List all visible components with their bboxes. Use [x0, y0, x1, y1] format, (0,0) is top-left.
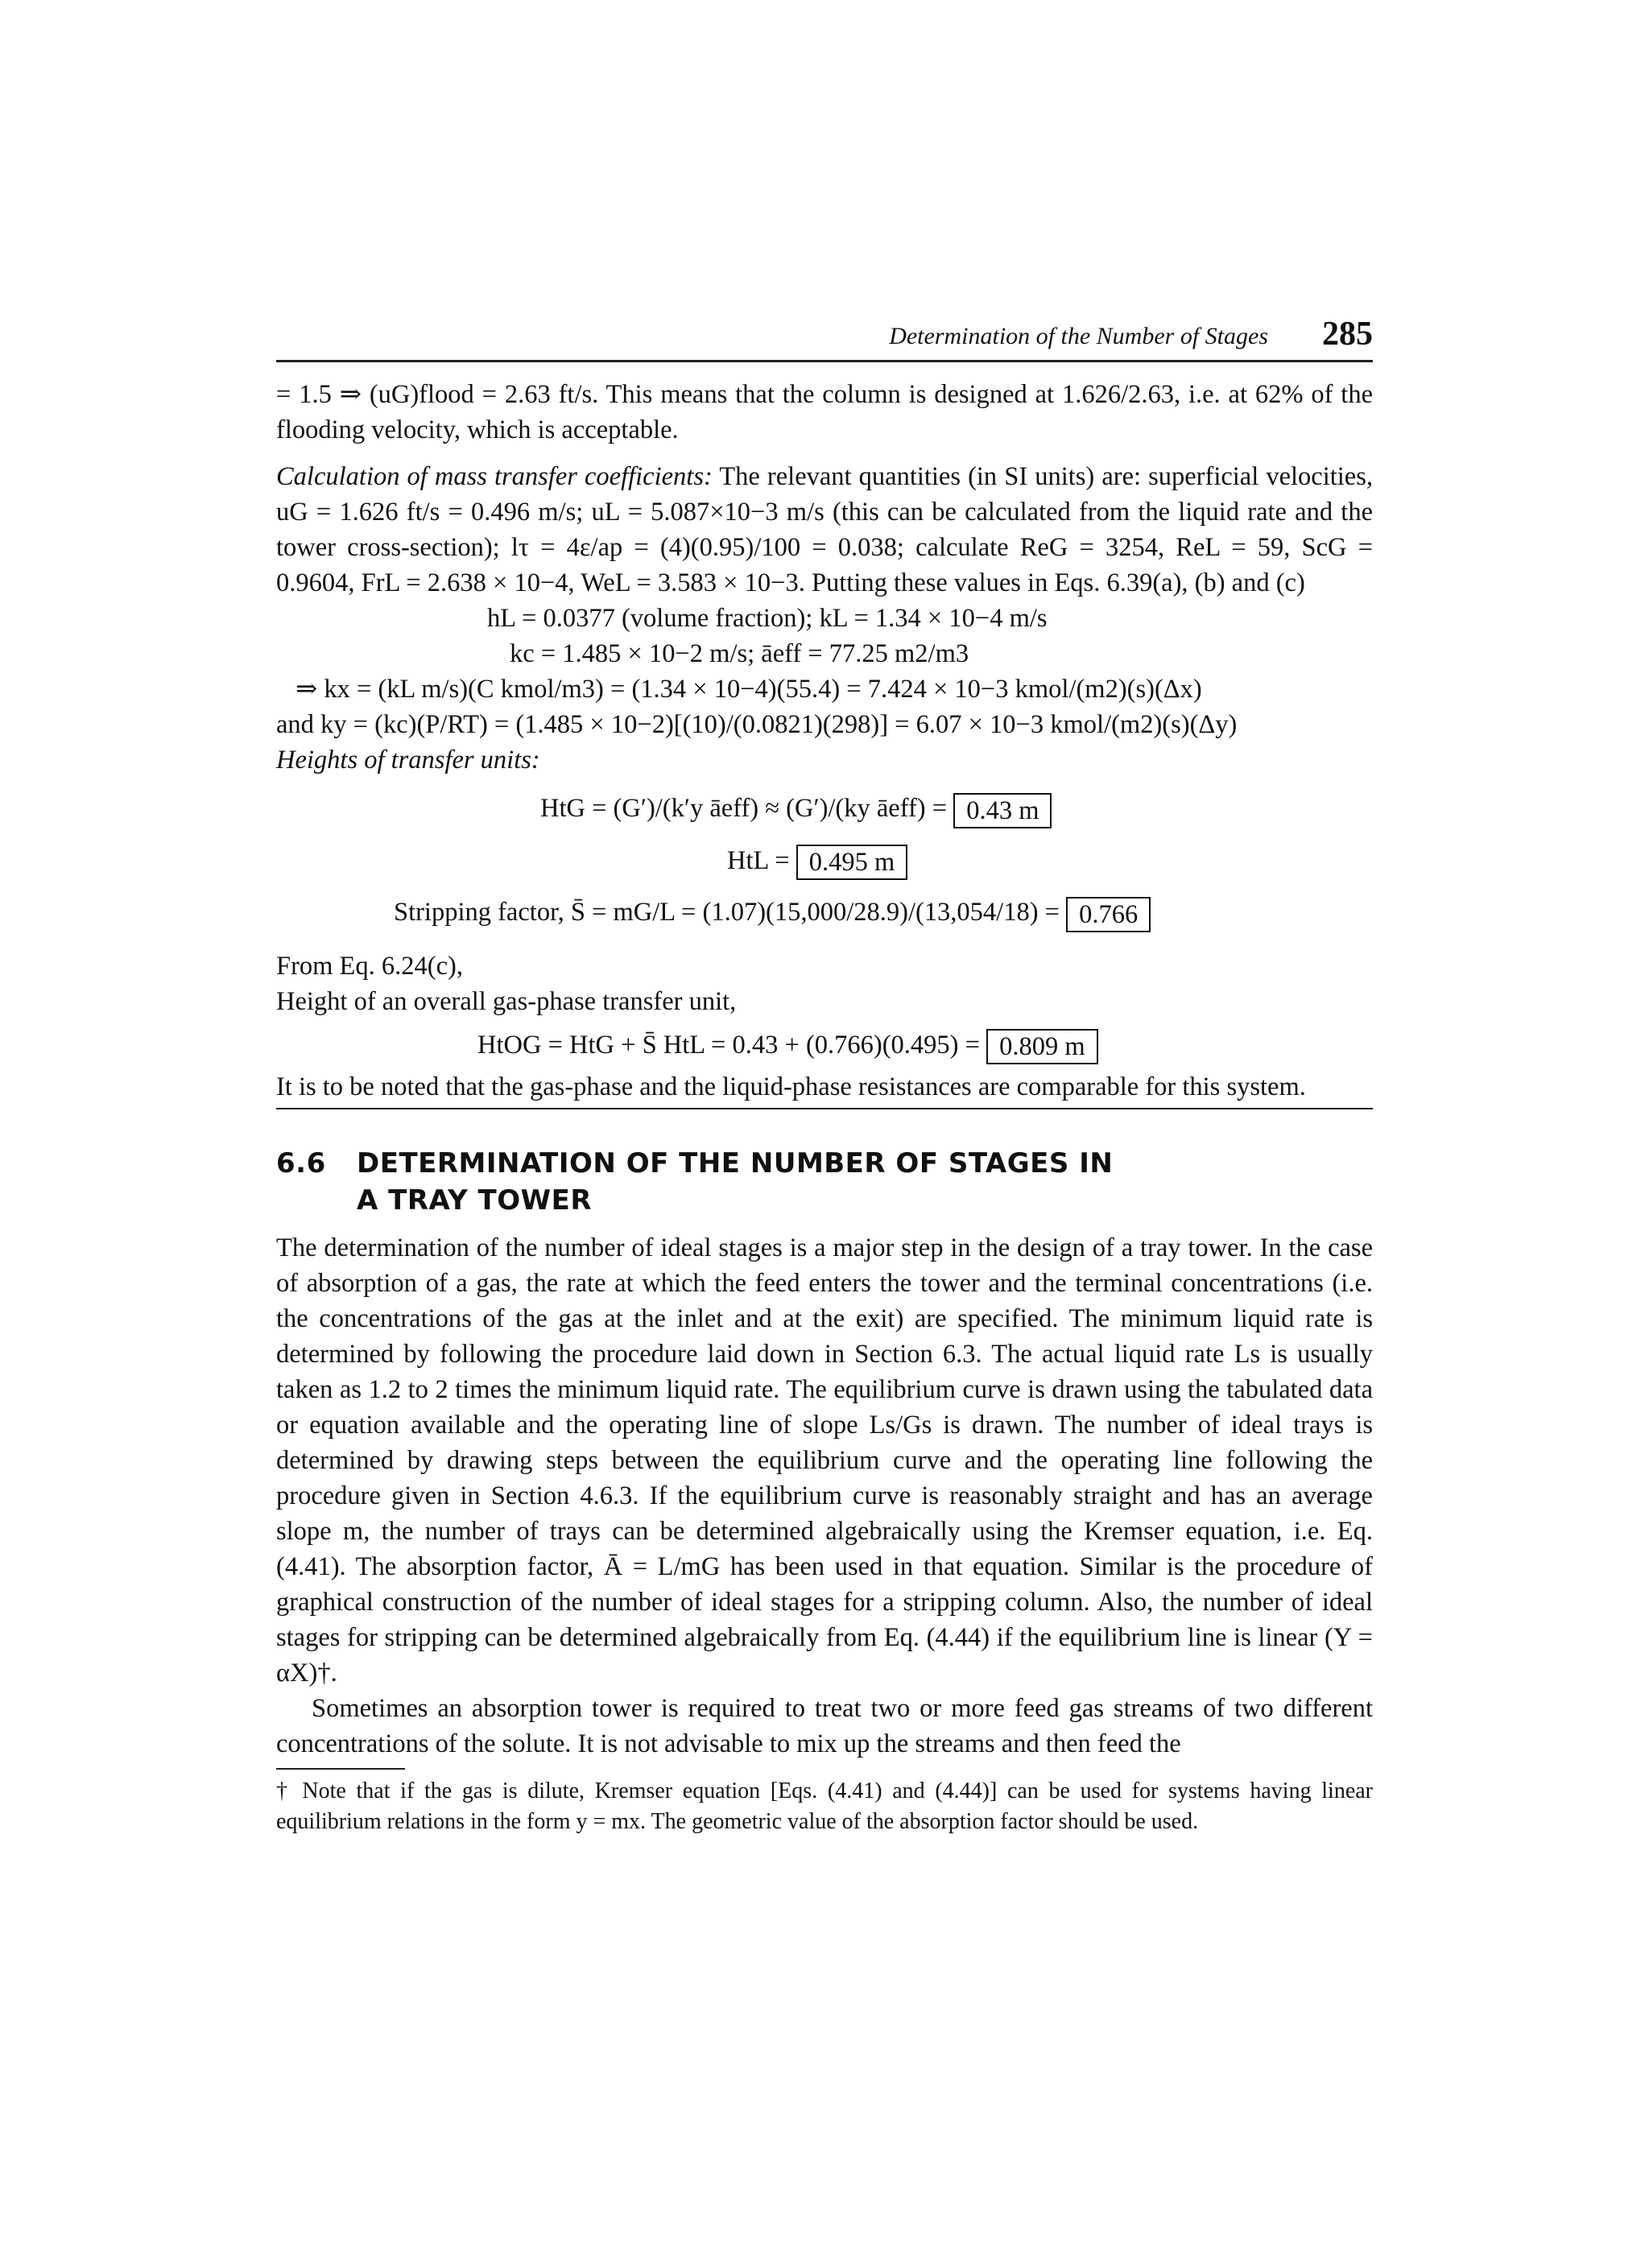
section-title-line2: A TRAY TOWER: [357, 1184, 593, 1217]
equation-hl-kl: hL = 0.0377 (volume fraction); kL = 1.34 × 10−4 m/s: [487, 604, 1048, 633]
section-divider: [276, 1108, 1373, 1109]
section-title-line1: DETERMINATION OF THE NUMBER OF STAGES IN: [357, 1147, 1114, 1180]
equation-stripping-factor: [276, 894, 1373, 932]
stripping-result: 0.766: [1066, 897, 1151, 932]
section-heading: [276, 1145, 1373, 1219]
equation-htl: [276, 843, 1373, 881]
htog-result: 0.809 m: [986, 1029, 1098, 1064]
mtc-heading: Calculation of mass transfer coefficients:: [276, 462, 713, 491]
htg-result: 0.43 m: [953, 793, 1052, 828]
stripping-expression: Stripping factor, S̄ = mG/L = (1.07)(15,000/28.9)/(13,054/18) =: [394, 898, 1060, 927]
footnote: [276, 1776, 1373, 1837]
htog-expression: HtOG = HtG + S̄ HtL = 0.43 + (0.766)(0.495) =: [477, 1030, 980, 1060]
htl-expression: HtL =: [727, 845, 790, 875]
page-body: [276, 377, 1373, 1837]
paragraph-mass-transfer: [276, 459, 1373, 601]
heights-heading: Heights of transfer units:: [276, 746, 540, 775]
page-number: 285: [1322, 316, 1373, 353]
equation-kx: ⇒ kx = (kL m/s)(C kmol/m3) = (1.34 × 10−4)(55.4) = 7.424 × 10−3 kmol/(m2)(s)(Δx): [295, 675, 1202, 704]
overall-unit-line: Height of an overall gas-phase transfer unit,: [276, 986, 737, 1016]
paragraph-multiple-feeds: Sometimes an absorption tower is required to treat two or more feed gas streams of two different concentrations of the solute. It is not advisable to mix up the streams and then feed the: [276, 1694, 1373, 1759]
footnote-mark: †: [276, 1778, 292, 1804]
paragraph-flooding: = 1.5 ⇒ (uG)flood = 2.63 ft/s. This means that the column is designed at 1.626/2.63, i.e. at 62% of the flooding velocity, which is acceptable.: [276, 380, 1373, 444]
equation-ky: and ky = (kc)(P/RT) = (1.485 × 10−2)[(10)/(0.0821)(298)] = 6.07 × 10−3 kmol/(m2)(s)(Δy): [276, 710, 1238, 739]
mtc-text: The relevant quantities (in SI units) are: superficial velocities, uG = 1.626 ft/s = 0.496 m/s; uL = 5.087×10−3 m/s (this can be calculated from the liquid rate and the tower cross-section); lτ = 4ε/ap = (4)(0.95)/100 = 0.038; calculate ReG = 3254, ReL = 59, ScG = 0.9604, FrL = 2.638 × 10−4, WeL = 3.583 × 10−3. Putting these values in Eqs. 6.39(a), (b) and (c): [276, 462, 1374, 597]
equation-kc-aeff: kc = 1.485 × 10−2 m/s; āeff = 77.25 m2/m3: [510, 639, 969, 668]
footnote-rule: [276, 1768, 405, 1770]
page-header: [276, 318, 1373, 362]
running-title: Determination of the Number of Stages: [889, 323, 1268, 349]
note-line: It is to be noted that the gas-phase and the liquid-phase resistances are comparable for this system.: [276, 1072, 1306, 1102]
equation-htg: [276, 791, 1373, 828]
book-page: [276, 318, 1373, 1837]
paragraph-ideal-stages: The determination of the number of ideal stages is a major step in the design of a tray tower. In the case of absorption of a gas, the rate at which the feed enters the tower and the terminal concentrations (i.e. the concentrations of the gas at the inlet and at the exit) are specified. The minimum liquid rate is determined by following the procedure laid down in Section 6.3. The actual liquid rate Ls is usually taken as 1.2 to 2 times the minimum liquid rate. The equilibrium curve is drawn using the tabulated data or equation available and the operating line of slope Ls/Gs is drawn. The number of ideal trays is determined by drawing steps between the equilibrium curve and the operating line following the procedure given in Section 4.6.3. If the equilibrium curve is reasonably straight and has an average slope m, the number of trays can be determined algebraically using the Kremser equation, i.e. Eq. (4.41). The absorption factor, Ā = L/mG has been used in that equation. Similar is the procedure of graphical construction of the number of ideal stages for a stripping column. Also, the number of ideal stages for stripping can be determined algebraically from Eq. (4.44) if the equilibrium line is linear (Y = αX)†.: [276, 1233, 1373, 1688]
equation-htog: [276, 1027, 1373, 1065]
footnote-text: Note that if the gas is dilute, Kremser equation [Eqs. (4.41) and (4.44)] can be used for systems having linear equilibrium relations in the form y = mx. The geometric value of the absorption factor should be used.: [276, 1778, 1373, 1835]
htl-result: 0.495 m: [796, 845, 908, 880]
htg-expression: HtG = (G′)/(k′y āeff) ≈ (G′)/(ky āeff) =: [540, 794, 948, 823]
from-eq-line: From Eq. 6.24(c),: [276, 951, 463, 981]
section-number: 6.6: [276, 1147, 326, 1180]
